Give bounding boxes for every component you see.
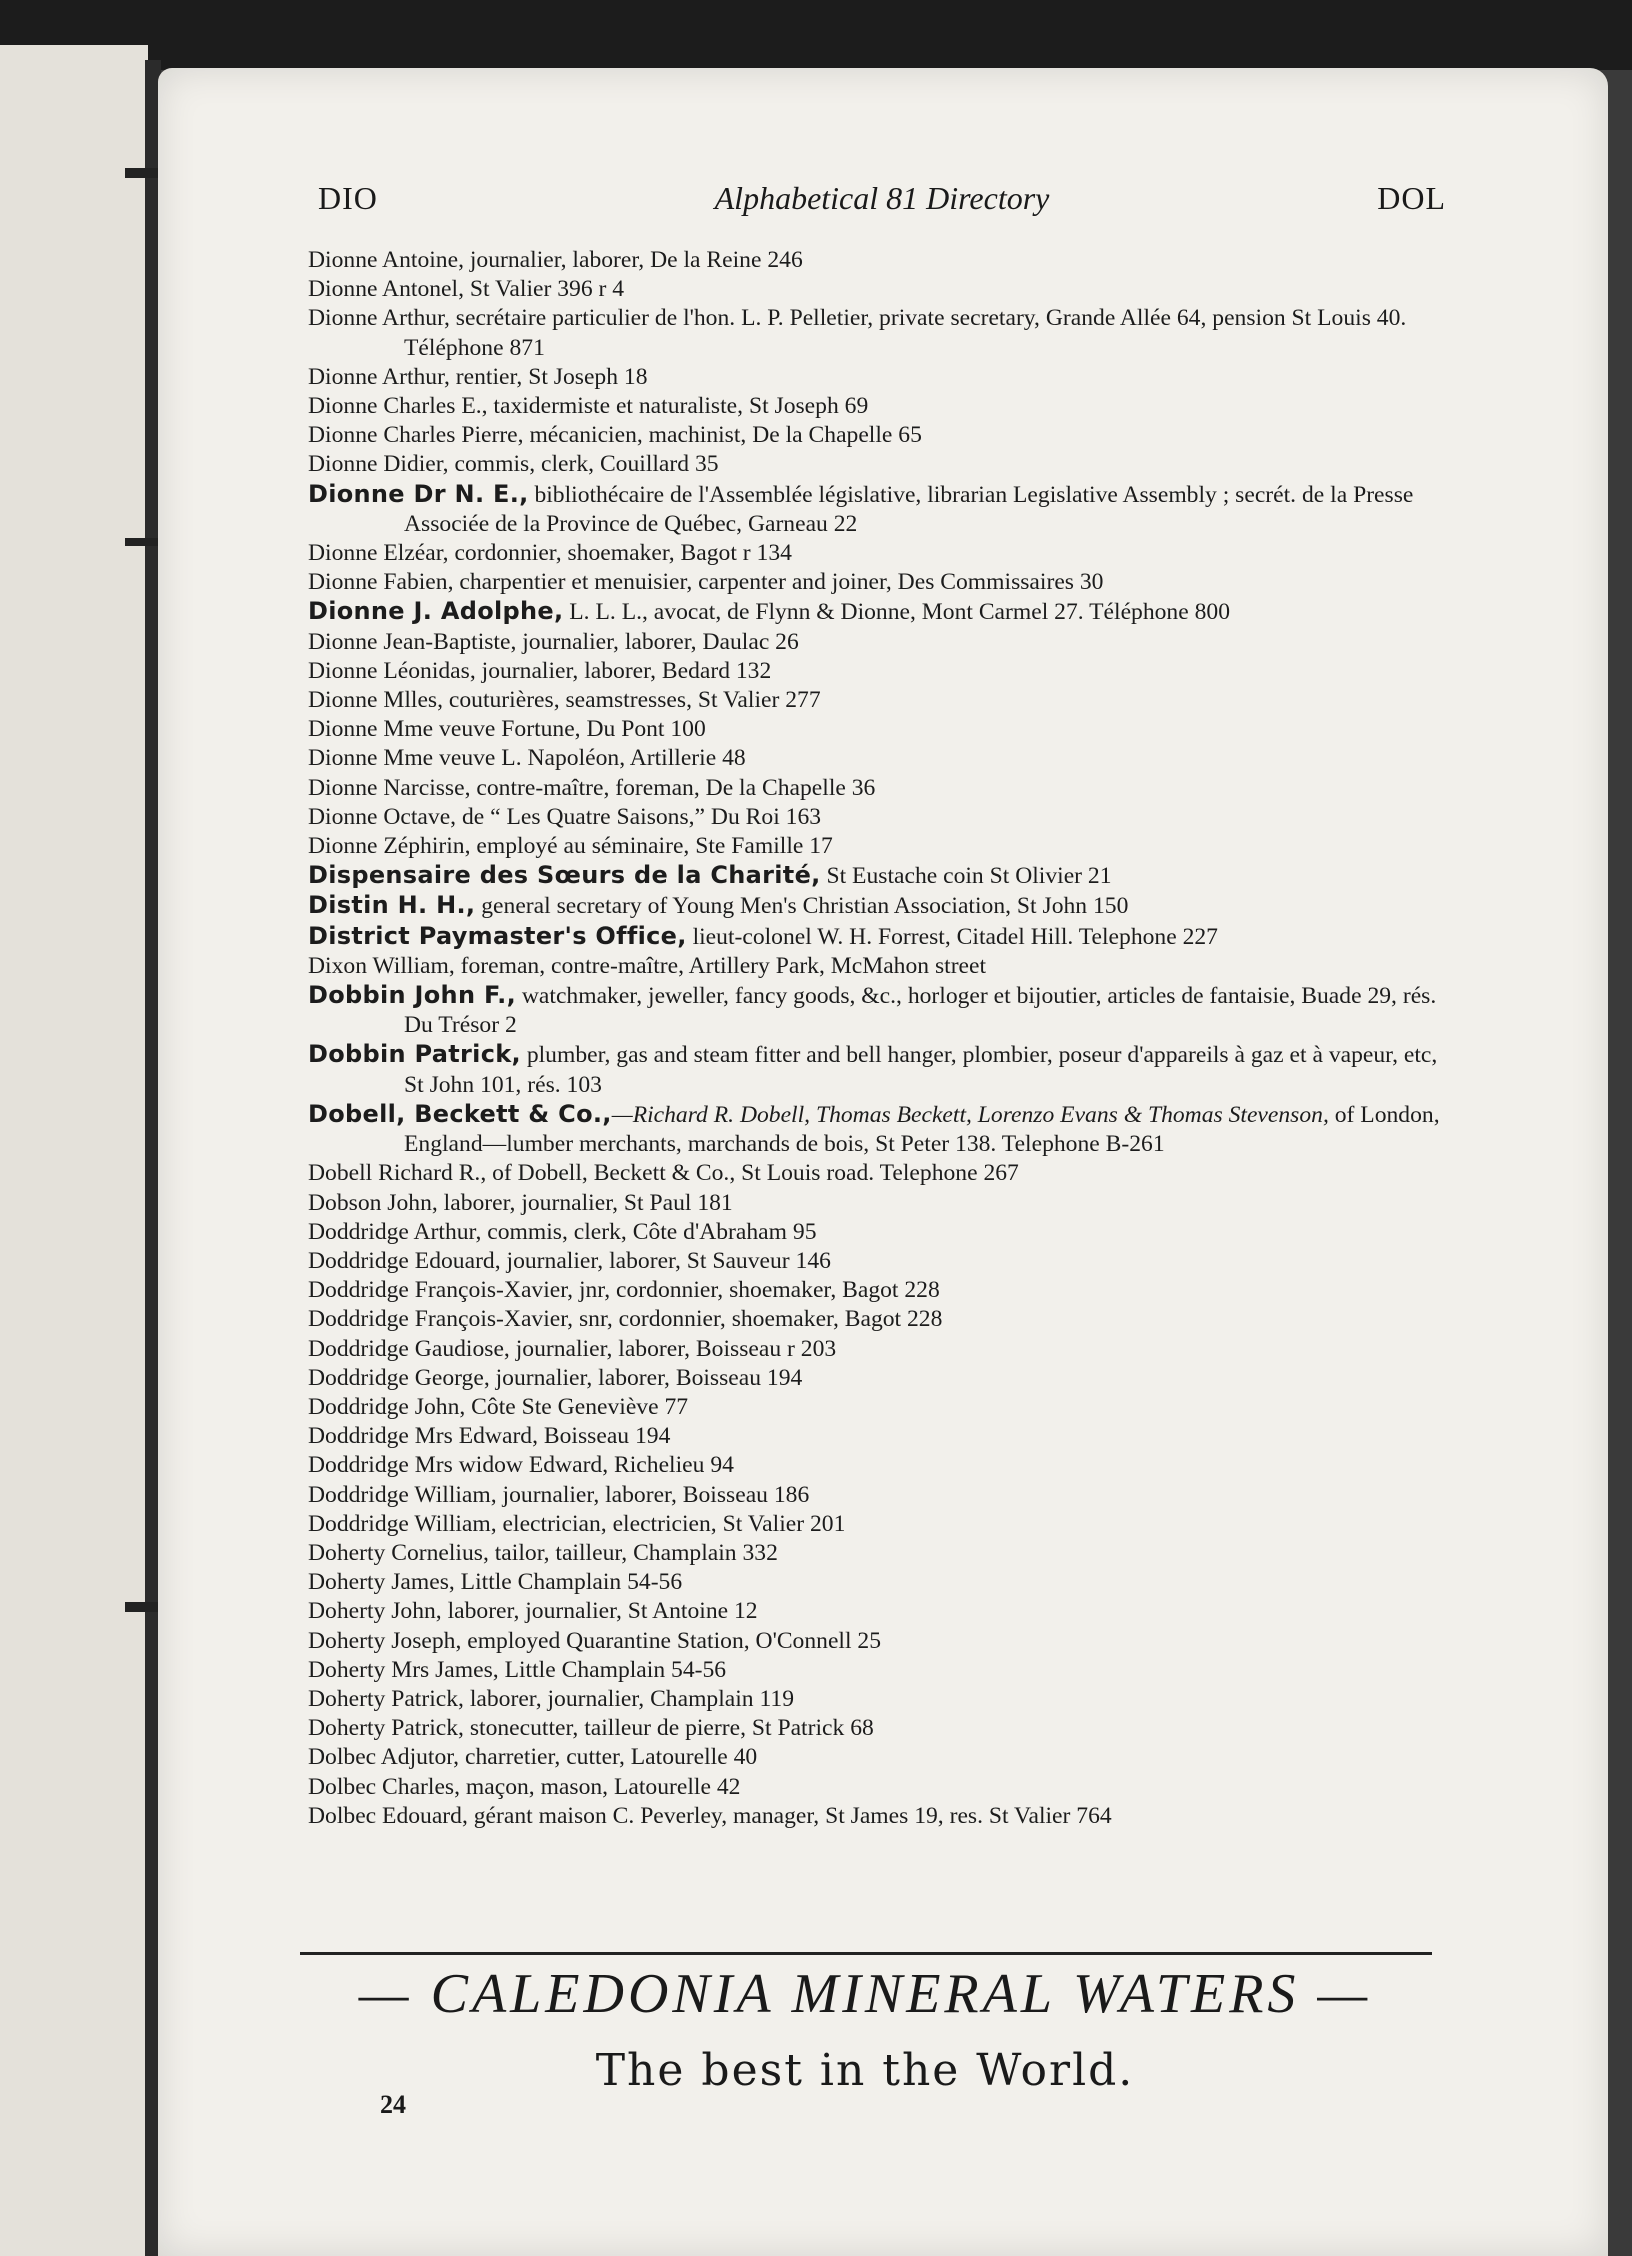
entry-text: Doddridge William, journalier, laborer, Boisseau 186 — [308, 1481, 810, 1508]
entry-name-bold: Dionne Dr N. E., — [308, 479, 529, 508]
directory-entry — [308, 922, 1448, 952]
entry-text: Dobson John, laborer, journalier, St Paul 181 — [308, 1189, 733, 1216]
entry-text: Dobell Richard R., of Dobell, Beckett & Co., St Louis road. Telephone 267 — [308, 1160, 1019, 1187]
directory-entry — [308, 1481, 1448, 1510]
directory-entry — [308, 539, 1448, 568]
entry-name-bold: Dobell, Beckett & Co., — [308, 1099, 612, 1128]
directory-entry — [308, 803, 1448, 832]
entry-text: Doddridge François-Xavier, jnr, cordonnier, shoemaker, Bagot 228 — [308, 1277, 940, 1304]
directory-entry — [308, 1159, 1448, 1188]
entry-text: Doherty Mrs James, Little Champlain 54-56 — [308, 1656, 727, 1683]
entry-text: Doherty Cornelius, tailor, tailleur, Champlain 332 — [308, 1539, 778, 1566]
entry-text: Dionne Mme veuve Fortune, Du Pont 100 — [308, 716, 706, 743]
directory-entry — [308, 1656, 1448, 1685]
directory-entry — [308, 1568, 1448, 1597]
directory-entry — [308, 1305, 1448, 1334]
entry-text: watchmaker, jeweller, fancy goods, &c., horloger et bijoutier, articles de fantaisie, Buade 29, rés. Du Trésor 2 — [404, 983, 1437, 1039]
entry-text: L. L. L., avocat, de Flynn & Dionne, Mont Carmel 27. Téléphone 800 — [563, 599, 1230, 626]
page-number: 24 — [380, 2090, 406, 2119]
entry-text: of London, England—lumber merchants, marchands de bois, St Peter 138. Telephone B-261 — [404, 1101, 1440, 1158]
entry-text: Doddridge William, electrician, electricien, St Valier 201 — [308, 1510, 846, 1537]
directory-entry — [308, 686, 1448, 715]
directory-entry — [308, 1510, 1448, 1539]
directory-entry — [308, 1364, 1448, 1393]
entry-text: bibliothécaire de l'Assemblée législative, librarian Legislative Assembly ; secrét. de la Presse Associée de la Province de Québec, Garneau 22 — [404, 481, 1414, 537]
directory-entry — [308, 1743, 1448, 1772]
directory-entry — [308, 1335, 1448, 1364]
entry-name-bold: Distin H. H., — [308, 891, 476, 920]
entry-text: Dionne Jean-Baptiste, journalier, laborer, Daulac 26 — [308, 628, 799, 655]
header-left-guide: DIO — [318, 180, 378, 216]
entry-text: Dolbec Edouard, gérant maison C. Peverley, manager, St James 19, res. St Valier 764 — [308, 1802, 1112, 1829]
directory-entry — [308, 480, 1448, 539]
entry-text: general secretary of Young Men's Christian Association, St John 150 — [475, 893, 1129, 920]
advertisement-tagline: The best in the World. — [595, 2045, 1135, 2096]
entry-text: Doddridge John, Côte Ste Geneviève 77 — [308, 1393, 689, 1420]
entry-text: Dixon William, foreman, contre-maître, Artillery Park, McMahon street — [308, 952, 987, 979]
entry-text: Dolbec Adjutor, charretier, cutter, Latourelle 40 — [308, 1744, 758, 1771]
entry-text: Dionne Mme veuve L. Napoléon, Artillerie 48 — [308, 745, 746, 772]
directory-entry — [308, 1218, 1448, 1247]
directory-entry — [308, 568, 1448, 597]
entry-text: Doherty John, laborer, journalier, St Antoine 12 — [308, 1598, 758, 1625]
directory-entry — [308, 1040, 1448, 1099]
directory-entry — [308, 952, 1448, 981]
scan-top-edge — [0, 0, 1632, 70]
entry-name-bold: District Paymaster's Office, — [308, 921, 687, 950]
entry-text: plumber, gas and steam fitter and bell hanger, plombier, poseur d'appareils à gaz et à vapeur, etc, St John 101, rés. 103 — [404, 1042, 1438, 1098]
directory-entry — [308, 1714, 1448, 1743]
entry-text: Dionne Elzéar, cordonnier, shoemaker, Bagot r 134 — [308, 540, 792, 567]
entry-text: lieut-colonel W. H. Forrest, Citadel Hill. Telephone 227 — [686, 923, 1218, 950]
entry-text: Doherty Joseph, employed Quarantine Station, O'Connell 25 — [308, 1627, 882, 1654]
running-header — [318, 180, 1446, 230]
entry-text: Doddridge Arthur, commis, clerk, Côte d'Abraham 95 — [308, 1218, 817, 1245]
entry-text: Dolbec Charles, maçon, mason, Latourelle 42 — [308, 1773, 741, 1800]
entry-text: Dionne Fabien, charpentier et menuisier, carpenter and joiner, Des Commissaires 30 — [308, 569, 1104, 596]
entry-text: St Eustache coin St Olivier 21 — [820, 863, 1112, 890]
directory-entry — [308, 1189, 1448, 1218]
entry-text: Doherty Patrick, laborer, journalier, Champlain 119 — [308, 1685, 795, 1712]
directory-entry — [308, 1100, 1448, 1159]
directory-entry — [308, 832, 1448, 861]
directory-entry — [308, 1451, 1448, 1480]
directory-entry — [308, 275, 1448, 304]
entry-text: Dionne Antonel, St Valier 396 r 4 — [308, 276, 625, 303]
advertisement-title: — CALEDONIA MINERAL WATERS — — [358, 1963, 1372, 2025]
entry-text: Dionne Arthur, secrétaire particulier de l'hon. L. P. Pelletier, private secretary, Grande Allée 64, pension St Louis 40. Téléphone 871 — [308, 305, 1407, 361]
entry-text: Dionne Antoine, journalier, laborer, De la Reine 246 — [308, 247, 803, 273]
directory-entry — [308, 1539, 1448, 1568]
directory-entry — [308, 1802, 1448, 1831]
directory-entry — [308, 657, 1448, 686]
directory-entry — [308, 1597, 1448, 1626]
directory-entry — [308, 1685, 1448, 1714]
directory-entry — [308, 891, 1448, 921]
directory-entry — [308, 1773, 1448, 1802]
entry-text: Dionne Léonidas, journalier, laborer, Bedard 132 — [308, 657, 772, 684]
entry-name-bold: Dobbin John F., — [308, 981, 516, 1010]
entry-text: Doddridge Gaudiose, journalier, laborer, Boisseau r 203 — [308, 1335, 837, 1362]
entry-name-bold: Dobbin Patrick, — [308, 1040, 521, 1069]
directory-entry — [308, 1276, 1448, 1305]
entry-text: Doddridge Mrs widow Edward, Richelieu 94 — [308, 1452, 734, 1479]
entry-text: Dionne Didier, commis, clerk, Couillard 35 — [308, 451, 719, 478]
header-title: Alphabetical 81 Directory — [714, 180, 1050, 216]
entry-name-bold: Dispensaire des Sœurs de la Charité, — [308, 861, 821, 890]
directory-entry — [308, 363, 1448, 392]
directory-entry — [308, 450, 1448, 479]
directory-entry — [308, 392, 1448, 421]
entry-text: Doddridge Mrs Edward, Boisseau 194 — [308, 1423, 671, 1450]
ad-divider-rule — [300, 1952, 1432, 1955]
header-right-guide: DOL — [1377, 180, 1446, 216]
directory-entry — [308, 861, 1448, 891]
directory-entry — [308, 981, 1448, 1040]
directory-entry — [308, 1247, 1448, 1276]
entry-text: Doddridge Edouard, journalier, laborer, St Sauveur 146 — [308, 1247, 831, 1274]
directory-entry — [308, 421, 1448, 450]
entry-text: Dionne Arthur, rentier, St Joseph 18 — [308, 363, 648, 390]
directory-entry — [308, 246, 1448, 275]
directory-entry — [308, 597, 1448, 627]
directory-entry — [308, 1422, 1448, 1451]
directory-entry — [308, 304, 1448, 362]
directory-entry — [308, 715, 1448, 744]
entry-text: Doddridge George, journalier, laborer, Boisseau 194 — [308, 1364, 803, 1391]
entry-text: Dionne Narcisse, contre-maître, foreman, De la Chapelle 36 — [308, 774, 876, 801]
entry-name-bold: Dionne J. Adolphe, — [308, 597, 564, 626]
entry-text: Doherty Patrick, stonecutter, tailleur de pierre, St Patrick 68 — [308, 1715, 874, 1742]
facing-page-edge — [0, 45, 148, 2256]
entry-text: Doddridge François-Xavier, snr, cordonnier, shoemaker, Bagot 228 — [308, 1306, 943, 1333]
entry-text: Dionne Charles E., taxidermiste et naturaliste, St Joseph 69 — [308, 393, 869, 420]
entry-text: Doherty James, Little Champlain 54-56 — [308, 1569, 683, 1596]
entry-partners-italic: —Richard R. Dobell, Thomas Beckett, Lorenzo Evans & Thomas Stevenson, — [611, 1101, 1329, 1128]
directory-entry — [308, 1627, 1448, 1656]
directory-entry — [308, 744, 1448, 773]
directory-entries — [308, 246, 1448, 1831]
entry-text: Dionne Charles Pierre, mécanicien, machinist, De la Chapelle 65 — [308, 422, 922, 449]
directory-entry — [308, 628, 1448, 657]
directory-entry — [308, 774, 1448, 803]
directory-entry — [308, 1393, 1448, 1422]
entry-text: Dionne Mlles, couturières, seamstresses, St Valier 277 — [308, 687, 821, 714]
entry-text: Dionne Zéphirin, employé au séminaire, Ste Famille 17 — [308, 833, 833, 860]
entry-text: Dionne Octave, de “ Les Quatre Saisons,” Du Roi 163 — [308, 803, 822, 830]
